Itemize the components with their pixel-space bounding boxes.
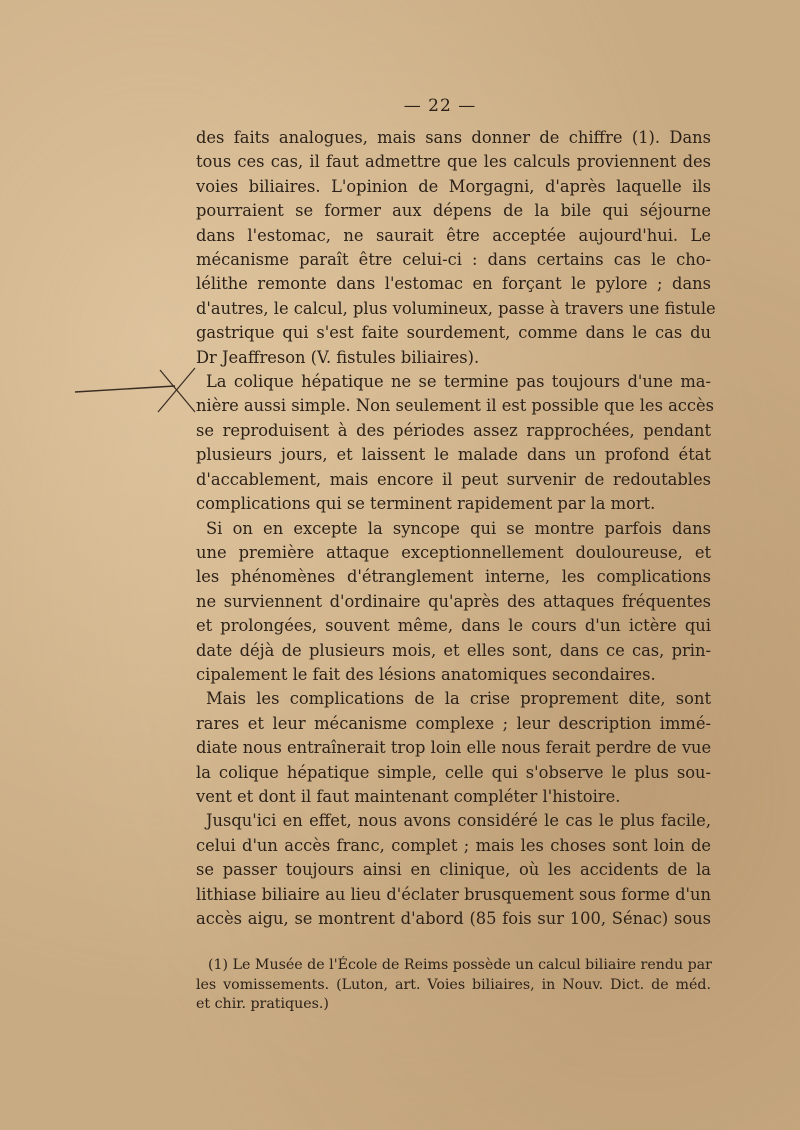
body-text-line: date déjà de plusieurs mois, et elles sont, dans ce cas, prin- xyxy=(196,640,711,660)
body-text-line: Jusqu'ici en effet, nous avons considéré le cas le plus facile, xyxy=(206,811,711,831)
body-text-line: Si on en excepte la syncope qui se montre parfois dans xyxy=(206,518,711,538)
body-text-line: des faits analogues, mais sans donner de chiffre (1). Dans xyxy=(196,128,711,147)
body-text-line: plusieurs jours, et laissent le malade dans un profond état xyxy=(196,445,711,465)
body-text-line: dans l'estomac, ne saurait être acceptée aujourd'hui. Le xyxy=(196,225,711,245)
body-text-line: vent et dont il faut maintenant compléter l'histoire. xyxy=(196,786,621,806)
body-text-line: lélithe remonte dans l'estomac en forçant le pylore ; dans xyxy=(196,274,711,294)
body-text-line: celui d'un accès franc, complet ; mais les choses sont loin de xyxy=(196,835,711,855)
body-text-line: voies biliaires. L'opinion de Morgagni, d'après laquelle ils xyxy=(196,176,711,196)
body-text-line: et prolongées, souvent même, dans le cours d'un ictère qui xyxy=(196,616,711,636)
footnote-line: les vomissements. (Luton, art. Voies biliaires, in Nouv. Dict. de méd. xyxy=(196,976,711,993)
pencil-margin-mark-icon xyxy=(70,350,210,420)
body-text-line: la colique hépatique simple, celle qui s'observe le plus sou- xyxy=(196,762,711,782)
body-text-line: Dr Jeaffreson (V. fistules biliaires). xyxy=(196,347,480,367)
body-text-line: accès aigu, se montrent d'abord (85 fois sur 100, Sénac) sous xyxy=(196,909,711,928)
body-text-line: gastrique qui s'est faite sourdement, comme dans le cas du xyxy=(196,323,711,343)
body-text-line: diate nous entraînerait trop loin elle nous ferait perdre de vue xyxy=(196,738,712,758)
page-number: — 22 — xyxy=(403,96,477,116)
body-text-line: une première attaque exceptionnellement douloureuse, et xyxy=(196,542,711,562)
body-text-line: pourraient se former aux dépens de la bile qui séjourne xyxy=(196,201,711,221)
body-text-line: d'accablement, mais encore il peut survenir de redoutables xyxy=(196,469,711,489)
body-text-line: cipalement le fait des lésions anatomiques secondaires. xyxy=(196,664,656,684)
body-text-line: les phénomènes d'étranglement interne, les complications xyxy=(196,567,711,587)
footnote-line: (1) Le Musée de l'École de Reims possède un calcul biliaire rendu par xyxy=(208,957,712,973)
body-text xyxy=(196,126,716,931)
body-text-line: d'autres, le calcul, plus volumineux, passe à travers une fistule xyxy=(196,298,716,318)
body-text-line: ne surviennent d'ordinaire qu'après des attaques fréquentes xyxy=(196,591,711,611)
body-text-line: mécanisme paraît être celui-ci : dans certains cas le cho- xyxy=(196,250,711,270)
footnote-line: et chir. pratiques.) xyxy=(196,996,329,1012)
body-text-line: se passer toujours ainsi en clinique, où les accidents de la xyxy=(196,860,711,880)
body-text-line: lithiase biliaire au lieu d'éclater brusquement sous forme d'un xyxy=(196,884,711,904)
body-text-line: complications qui se terminent rapidement par la mort. xyxy=(196,494,656,514)
body-text-line: rares et leur mécanisme complexe ; leur description immé- xyxy=(196,713,711,733)
body-text-line: tous ces cas, il faut admettre que les calculs proviennent des xyxy=(196,152,711,172)
body-text-line: se reproduisent à des périodes assez rapprochées, pendant xyxy=(196,420,711,440)
body-text-line: nière aussi simple. Non seulement il est possible que les accès xyxy=(196,396,715,416)
body-text-line: La colique hépatique ne se termine pas toujours d'une ma- xyxy=(206,372,711,392)
footnote xyxy=(196,956,711,1015)
body-text-line: Mais les complications de la crise proprement dite, sont xyxy=(206,689,711,709)
